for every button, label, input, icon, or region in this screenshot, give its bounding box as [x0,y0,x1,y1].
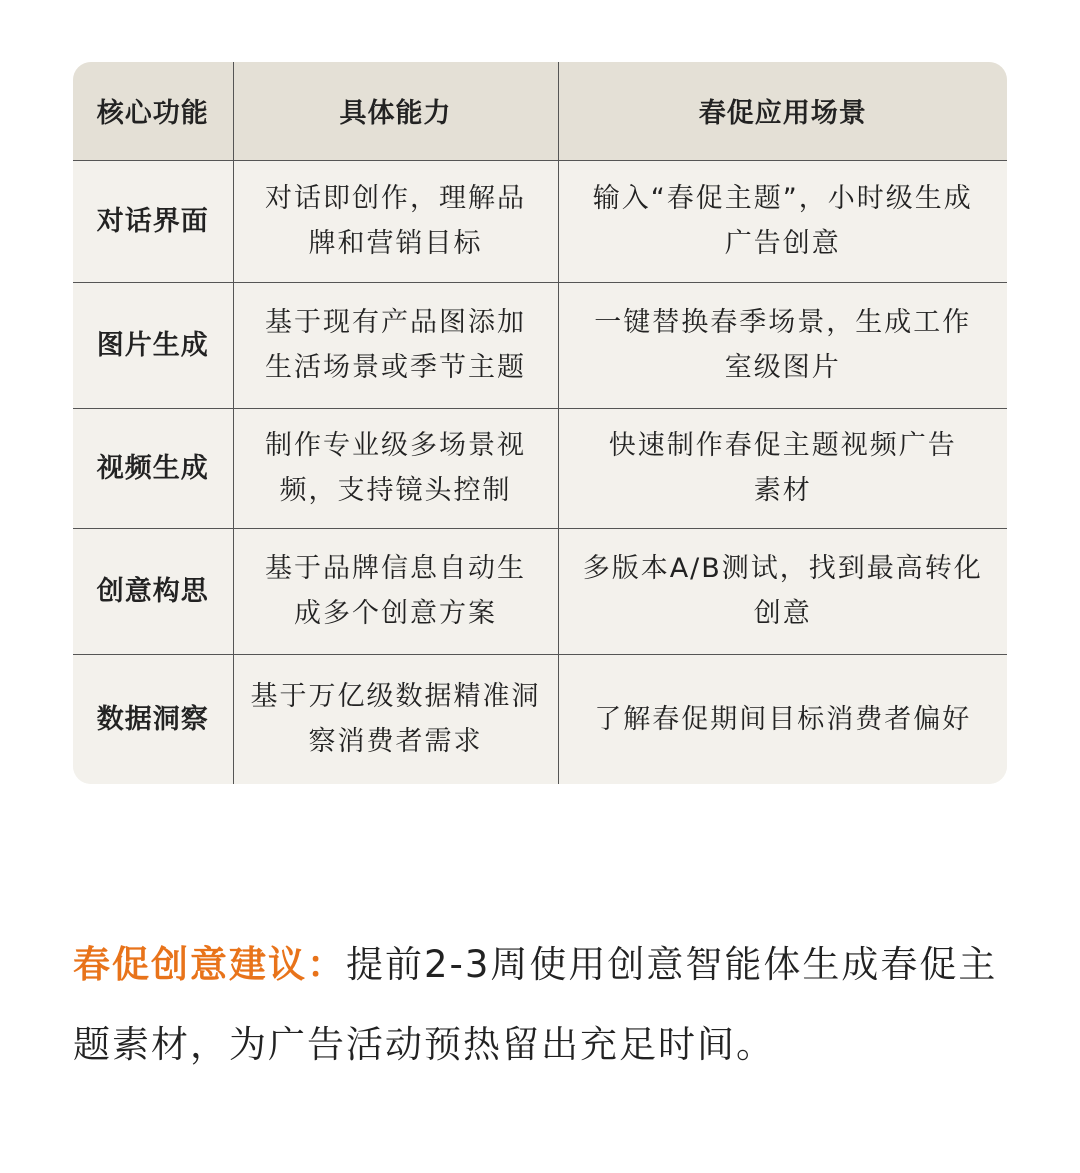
capability-cell [233,408,558,528]
cell-line: 察消费者需求 [308,726,483,758]
cell-line: 素材 [753,475,812,506]
feature-cell: 数据洞察 [73,654,233,784]
spring-promo-tip [73,925,1018,1085]
table-row [73,160,1007,282]
cell-line: 基于品牌信息自动生 [265,553,526,584]
cell-line: 对话即创作，理解品 [265,183,526,214]
table-row [73,282,1007,408]
scenario-cell [558,654,1007,784]
cell-line: 多版本A/B测试，找到最高转化 [582,553,983,584]
feature-cell: 创意构思 [73,528,233,654]
capability-cell [233,654,558,784]
cell-line: 基于万亿级数据精准洞 [250,681,541,713]
cell-line: 室级图片 [724,352,841,383]
header-capability: 具体能力 [233,62,558,160]
tip-text: 提前2-3周使用创意智能体生成春促主题素材，为广告活动预热留出充足时间。 [73,943,998,1066]
table-row [73,408,1007,528]
capability-cell [233,528,558,654]
cell-line: 一键替换春季场景，生成工作 [594,307,972,338]
scenario-cell [558,408,1007,528]
cell-line: 生活场景或季节主题 [265,352,526,383]
cell-line: 了解春促期间目标消费者偏好 [594,703,972,735]
feature-table [73,62,1007,784]
feature-cell: 视频生成 [73,408,233,528]
scenario-cell [558,282,1007,408]
tip-label: 春促创意建议： [73,943,346,986]
feature-cell: 图片生成 [73,282,233,408]
feature-table-container [73,62,1007,784]
header-core-feature: 核心功能 [73,62,233,160]
cell-line: 广告创意 [724,228,841,259]
cell-line: 创意 [753,598,812,629]
cell-line: 频，支持镜头控制 [279,475,512,506]
cell-line: 成多个创意方案 [294,598,497,629]
cell-line: 快速制作春促主题视频广告 [608,430,957,461]
cell-line: 牌和营销目标 [308,228,483,259]
cell-line: 输入“春促主题”，小时级生成 [592,183,973,214]
header-scenario: 春促应用场景 [558,62,1007,160]
capability-cell [233,282,558,408]
scenario-cell [558,528,1007,654]
cell-line: 制作专业级多场景视 [265,430,526,461]
scenario-cell [558,160,1007,282]
table-row [73,654,1007,784]
table-row [73,528,1007,654]
table-header-row [73,62,1007,160]
cell-line: 基于现有产品图添加 [265,307,526,338]
feature-cell: 对话界面 [73,160,233,282]
capability-cell [233,160,558,282]
